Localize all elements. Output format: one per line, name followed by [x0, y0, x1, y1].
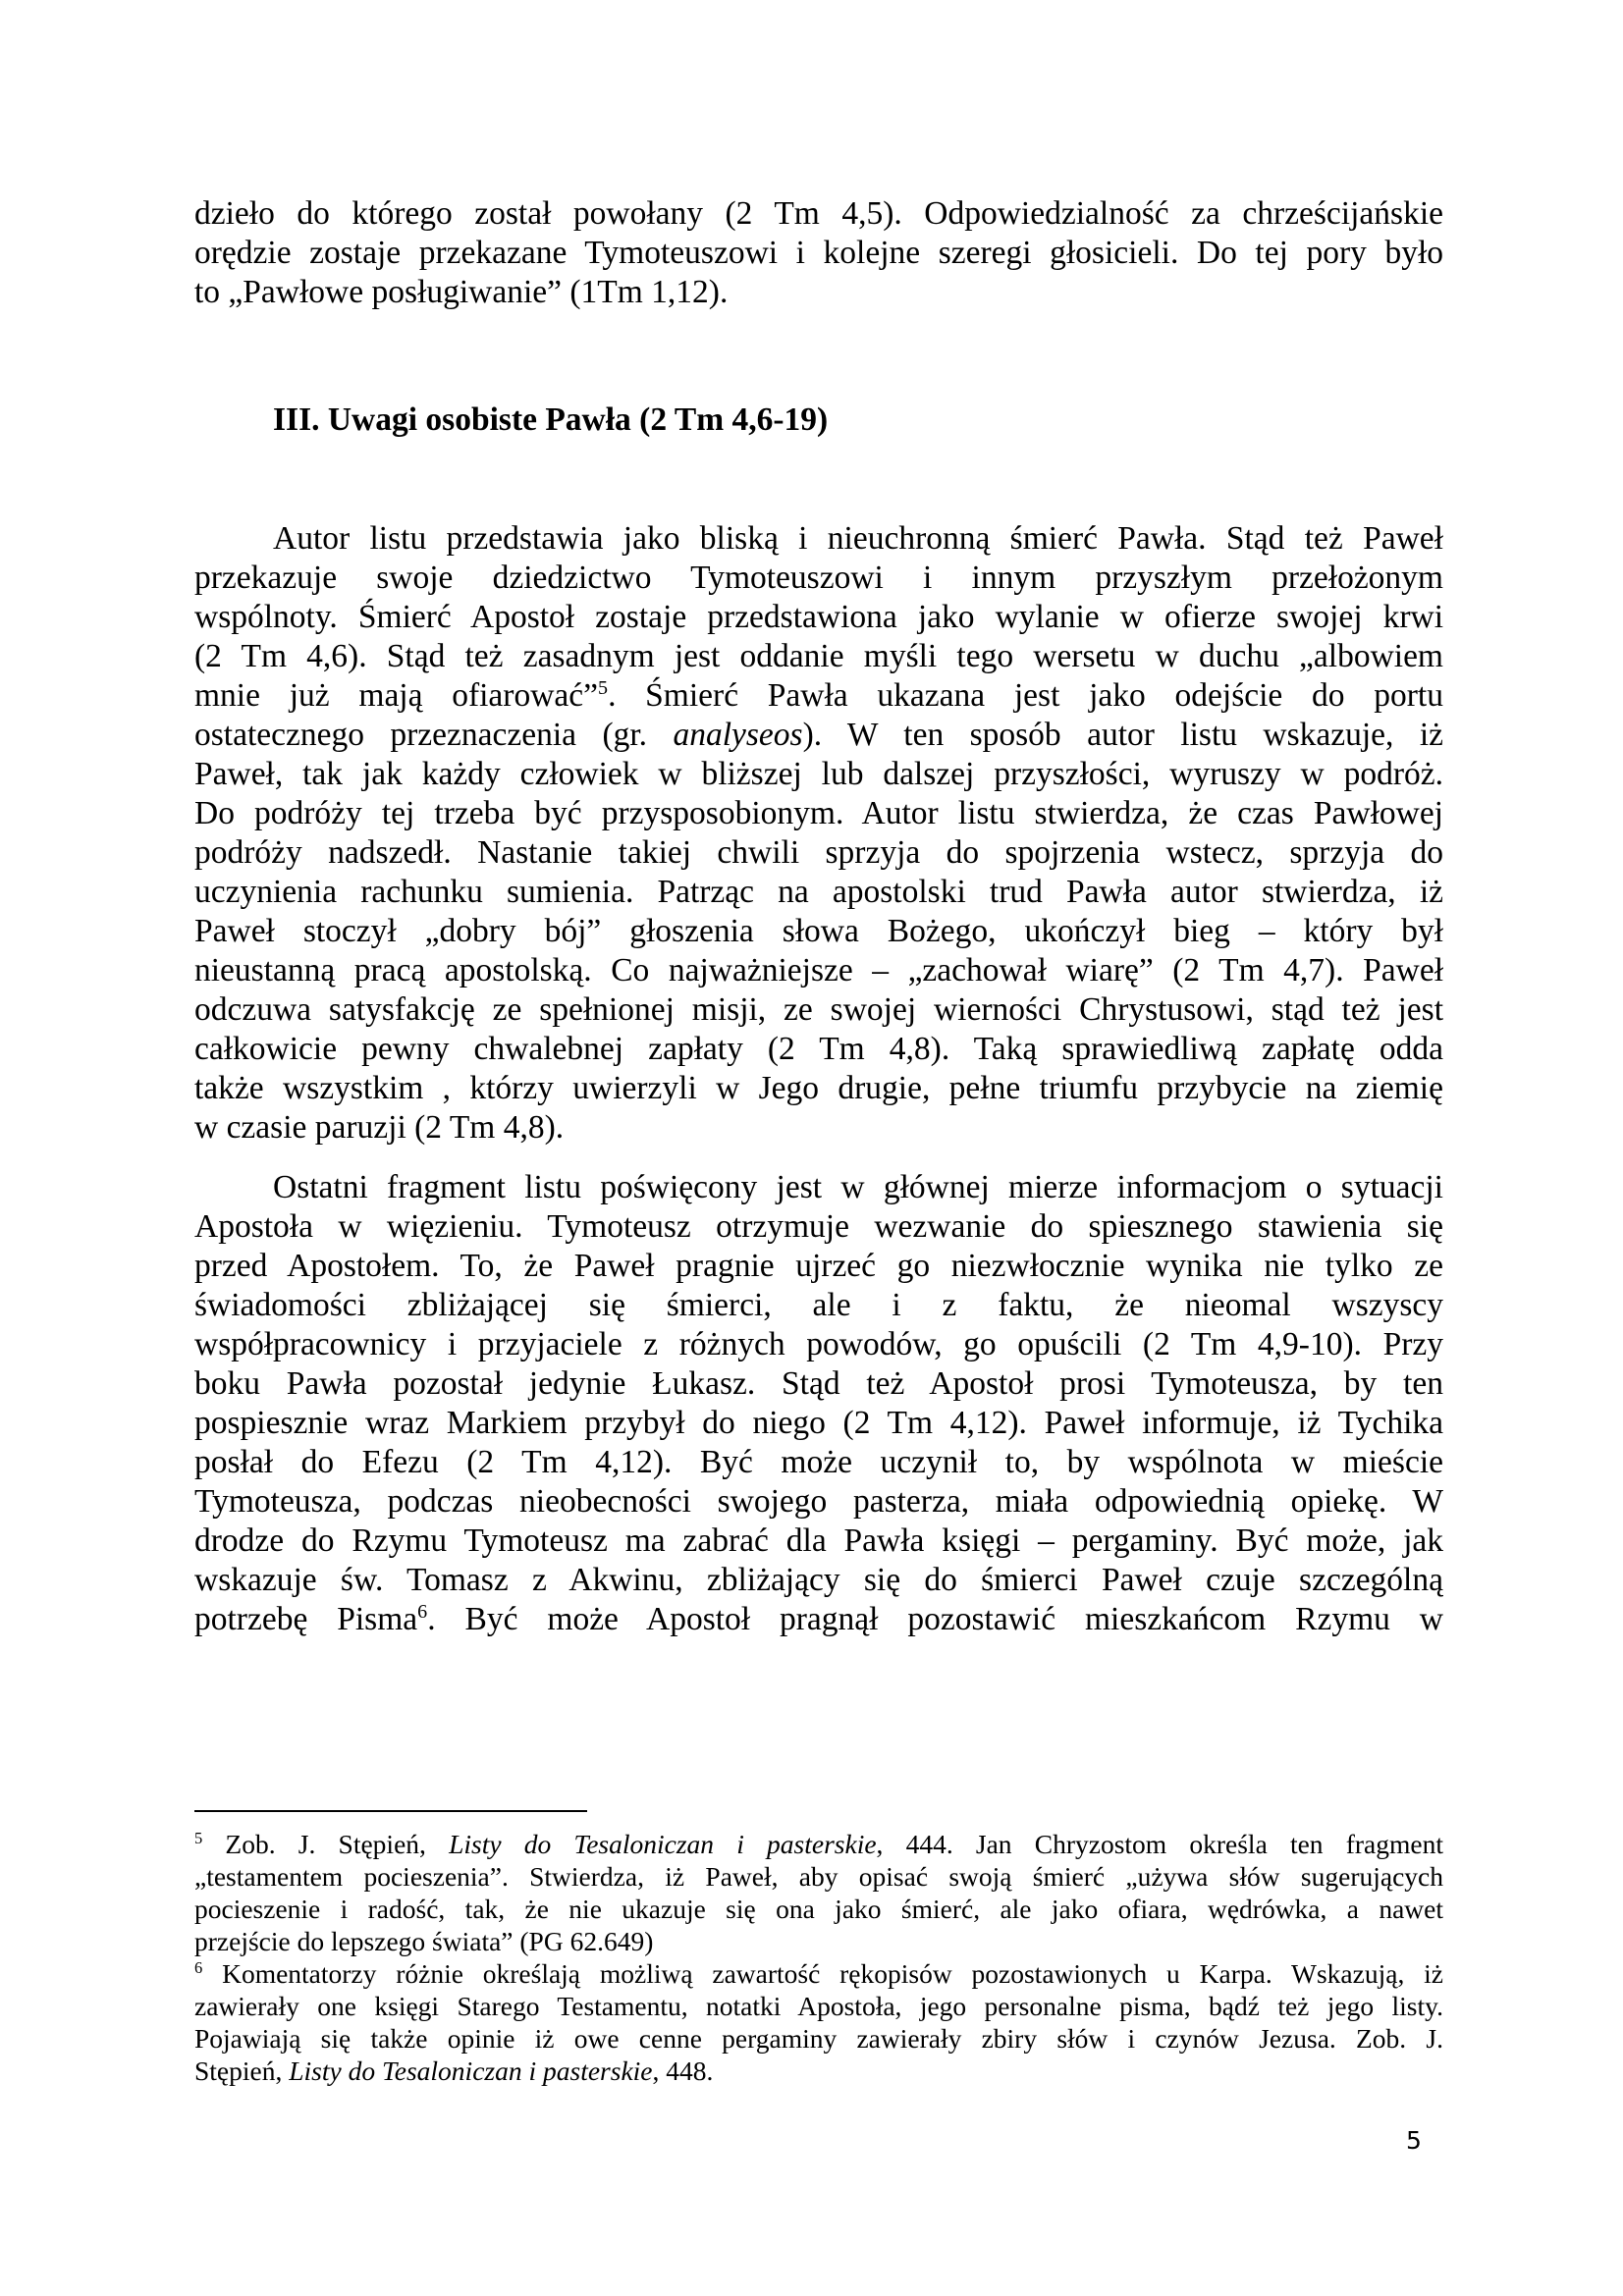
- book-title: Listy do Tesaloniczan i pasterskie: [449, 1829, 877, 1859]
- body-line: to „Pawłowe posługiwanie” (1Tm 1,12).: [194, 274, 729, 310]
- paragraph-1-line: wspólnoty. Śmierć Apostoł zostaje przedstawiona jako wylanie w ofierze swojej krwi: [194, 599, 1443, 635]
- paragraph-1-line: także wszystkim , którzy uwierzyli w Jego drugie, pełne triumfu przybycie na ziemię: [194, 1070, 1443, 1106]
- footnote-marker-6: 6: [194, 1958, 203, 1978]
- section-heading: III. Uwagi osobiste Pawła (2 Tm 4,6-19): [273, 401, 829, 438]
- paragraph-2-line: wskazuje św. Tomasz z Akwinu, zbliżający się do śmierci Paweł czuje szczególną: [194, 1562, 1443, 1598]
- paragraph-1-line: Paweł, tak jak każdy człowiek w bliższej lub dalszej przyszłości, wyruszy w podróż.: [194, 756, 1443, 792]
- text-span: mnie już mają ofiarować”: [194, 677, 599, 714]
- paragraph-1-line: [194, 716, 1443, 755]
- paragraph-1-line: [194, 676, 1443, 716]
- book-title: Listy do Tesaloniczan i pasterskie: [289, 2056, 653, 2086]
- text-span: ostatecznego przeznaczenia (gr.: [194, 717, 674, 753]
- paragraph-2-line: [194, 1600, 1443, 1639]
- paragraph-1-line: (2 Tm 4,6). Stąd też zasadnym jest oddanie myśli tego wersetu w duchu „albowiem: [194, 638, 1443, 674]
- text-span: , 444. Jan Chryzostom określa ten fragment: [876, 1829, 1443, 1859]
- paragraph-1-line: odczuwa satysfakcję ze spełnionej misji, ze swojej wierności Chrystusowi, stąd też jest: [194, 991, 1443, 1028]
- paragraph-2-line: drodze do Rzymu Tymoteusz ma zabrać dla Pawła księgi – pergaminy. Być może, jak: [194, 1522, 1443, 1559]
- footnote-6-line: Pojawiają się także opinie iż owe cenne pergaminy zawierały zbiry słów i czynów Jezusa. Zob. J.: [194, 2023, 1443, 2054]
- paragraph-2-line: Ostatni fragment listu poświęcony jest w głównej mierze informacjom o sytuacji: [273, 1169, 1443, 1205]
- text-span: Zob. J. Stępień,: [202, 1829, 450, 1859]
- footnote-5-line: „testamentem pocieszenia”. Stwierdza, iż Paweł, aby opisać swoją śmierć „używa słów sugerujących: [194, 1861, 1443, 1892]
- footnote-ref-5[interactable]: 5: [598, 676, 609, 699]
- paragraph-2-line: Apostoła w więzieniu. Tymoteusz otrzymuje wezwanie do spiesznego stawienia się: [194, 1208, 1443, 1245]
- text-span: ). W ten sposób autor listu wskazuje, iż: [802, 717, 1443, 753]
- paragraph-2-line: pospiesznie wraz Markiem przybył do niego (2 Tm 4,12). Paweł informuje, iż Tychika: [194, 1405, 1443, 1441]
- text-span: . Być może Apostoł pragnął pozostawić mieszkańcom Rzymu w: [427, 1601, 1443, 1637]
- text-span: Stępień,: [194, 2056, 290, 2086]
- italic-term: analyseos: [673, 717, 803, 753]
- paragraph-1-line: Paweł stoczył „dobry bój” głoszenia słowa Bożego, ukończył bieg – który był: [194, 913, 1443, 949]
- text-span: Komentatorzy różnie określają możliwą zawartość rękopisów pozostawionych u Karpa. Wskazują, iż: [202, 1958, 1443, 1989]
- paragraph-1-line: całkowicie pewny chwalebnej zapłaty (2 Tm 4,8). Taką sprawiedliwą zapłatę odda: [194, 1031, 1443, 1067]
- footnote-6-line: [194, 1957, 1443, 1990]
- footnote-5-line: [194, 1828, 1443, 1860]
- paragraph-1-line: przekazuje swoje dziedzictwo Tymoteuszowi i innym przyszłym przełożonym: [194, 560, 1443, 596]
- body-line: dzieło do którego został powołany (2 Tm 4,5). Odpowiedzialność za chrześcijańskie: [194, 195, 1443, 232]
- page-number: 5: [1406, 2126, 1422, 2155]
- paragraph-2-line: przed Apostołem. To, że Paweł pragnie ujrzeć go niezwłocznie wynika nie tylko ze: [194, 1248, 1443, 1284]
- paragraph-2-line: boku Pawła pozostał jedynie Łukasz. Stąd też Apostoł prosi Tymoteusza, by ten: [194, 1365, 1443, 1402]
- footnote-6-line: zawierały one księgi Starego Testamentu, notatki Apostoła, jego personalne pisma, bądź też jego listy.: [194, 1991, 1443, 2021]
- footnote-separator: [194, 1810, 587, 1812]
- footnote-5-line: pocieszenie i radość, tak, że nie ukazuje się ona jako śmierć, ale jako ofiara, wędrówka, a nawet: [194, 1894, 1443, 1924]
- footnote-6-line: [194, 2055, 1443, 2087]
- paragraph-2-line: świadomości zbliżającej się śmierci, ale i z faktu, że nieomal wszyscy: [194, 1287, 1443, 1323]
- body-line: orędzie zostaje przekazane Tymoteuszowi i kolejne szeregi głosicieli. Do tej pory było: [194, 235, 1443, 271]
- paragraph-1-line: Autor listu przedstawia jako bliską i nieuchronną śmierć Pawła. Stąd też Paweł: [273, 520, 1443, 557]
- footnote-marker-5: 5: [194, 1829, 203, 1848]
- text-span: . Śmierć Pawła ukazana jest jako odejście do portu: [608, 677, 1443, 714]
- paragraph-1-line: uczynienia rachunku sumienia. Patrząc na apostolski trud Pawła autor stwierdza, iż: [194, 874, 1443, 910]
- text-span: potrzebę Pisma: [194, 1601, 418, 1637]
- paragraph-1-line: podróży nadszedł. Nastanie takiej chwili sprzyja do spojrzenia wstecz, sprzyja do: [194, 834, 1443, 871]
- footnote-5-line: przejście do lepszego świata” (PG 62.649): [194, 1926, 654, 1956]
- paragraph-1-line: Do podróży tej trzeba być przysposobionym. Autor listu stwierdza, że czas Pawłowej: [194, 795, 1443, 831]
- paragraph-2-line: posłał do Efezu (2 Tm 4,12). Być może uczynił to, by wspólnota w mieście: [194, 1444, 1443, 1480]
- paragraph-1-line: nieustanną pracą apostolską. Co najważniejsze – „zachował wiarę” (2 Tm 4,7). Paweł: [194, 952, 1443, 988]
- paragraph-2-line: Tymoteusza, podczas nieobecności swojego pasterza, miała odpowiednią opiekę. W: [194, 1483, 1443, 1520]
- paragraph-2-line: współpracownicy i przyjaciele z różnych powodów, go opuścili (2 Tm 4,9-10). Przy: [194, 1326, 1443, 1362]
- footnote-ref-6[interactable]: 6: [417, 1600, 428, 1623]
- text-span: , 448.: [652, 2056, 714, 2086]
- paragraph-1-line: w czasie paruzji (2 Tm 4,8).: [194, 1109, 565, 1146]
